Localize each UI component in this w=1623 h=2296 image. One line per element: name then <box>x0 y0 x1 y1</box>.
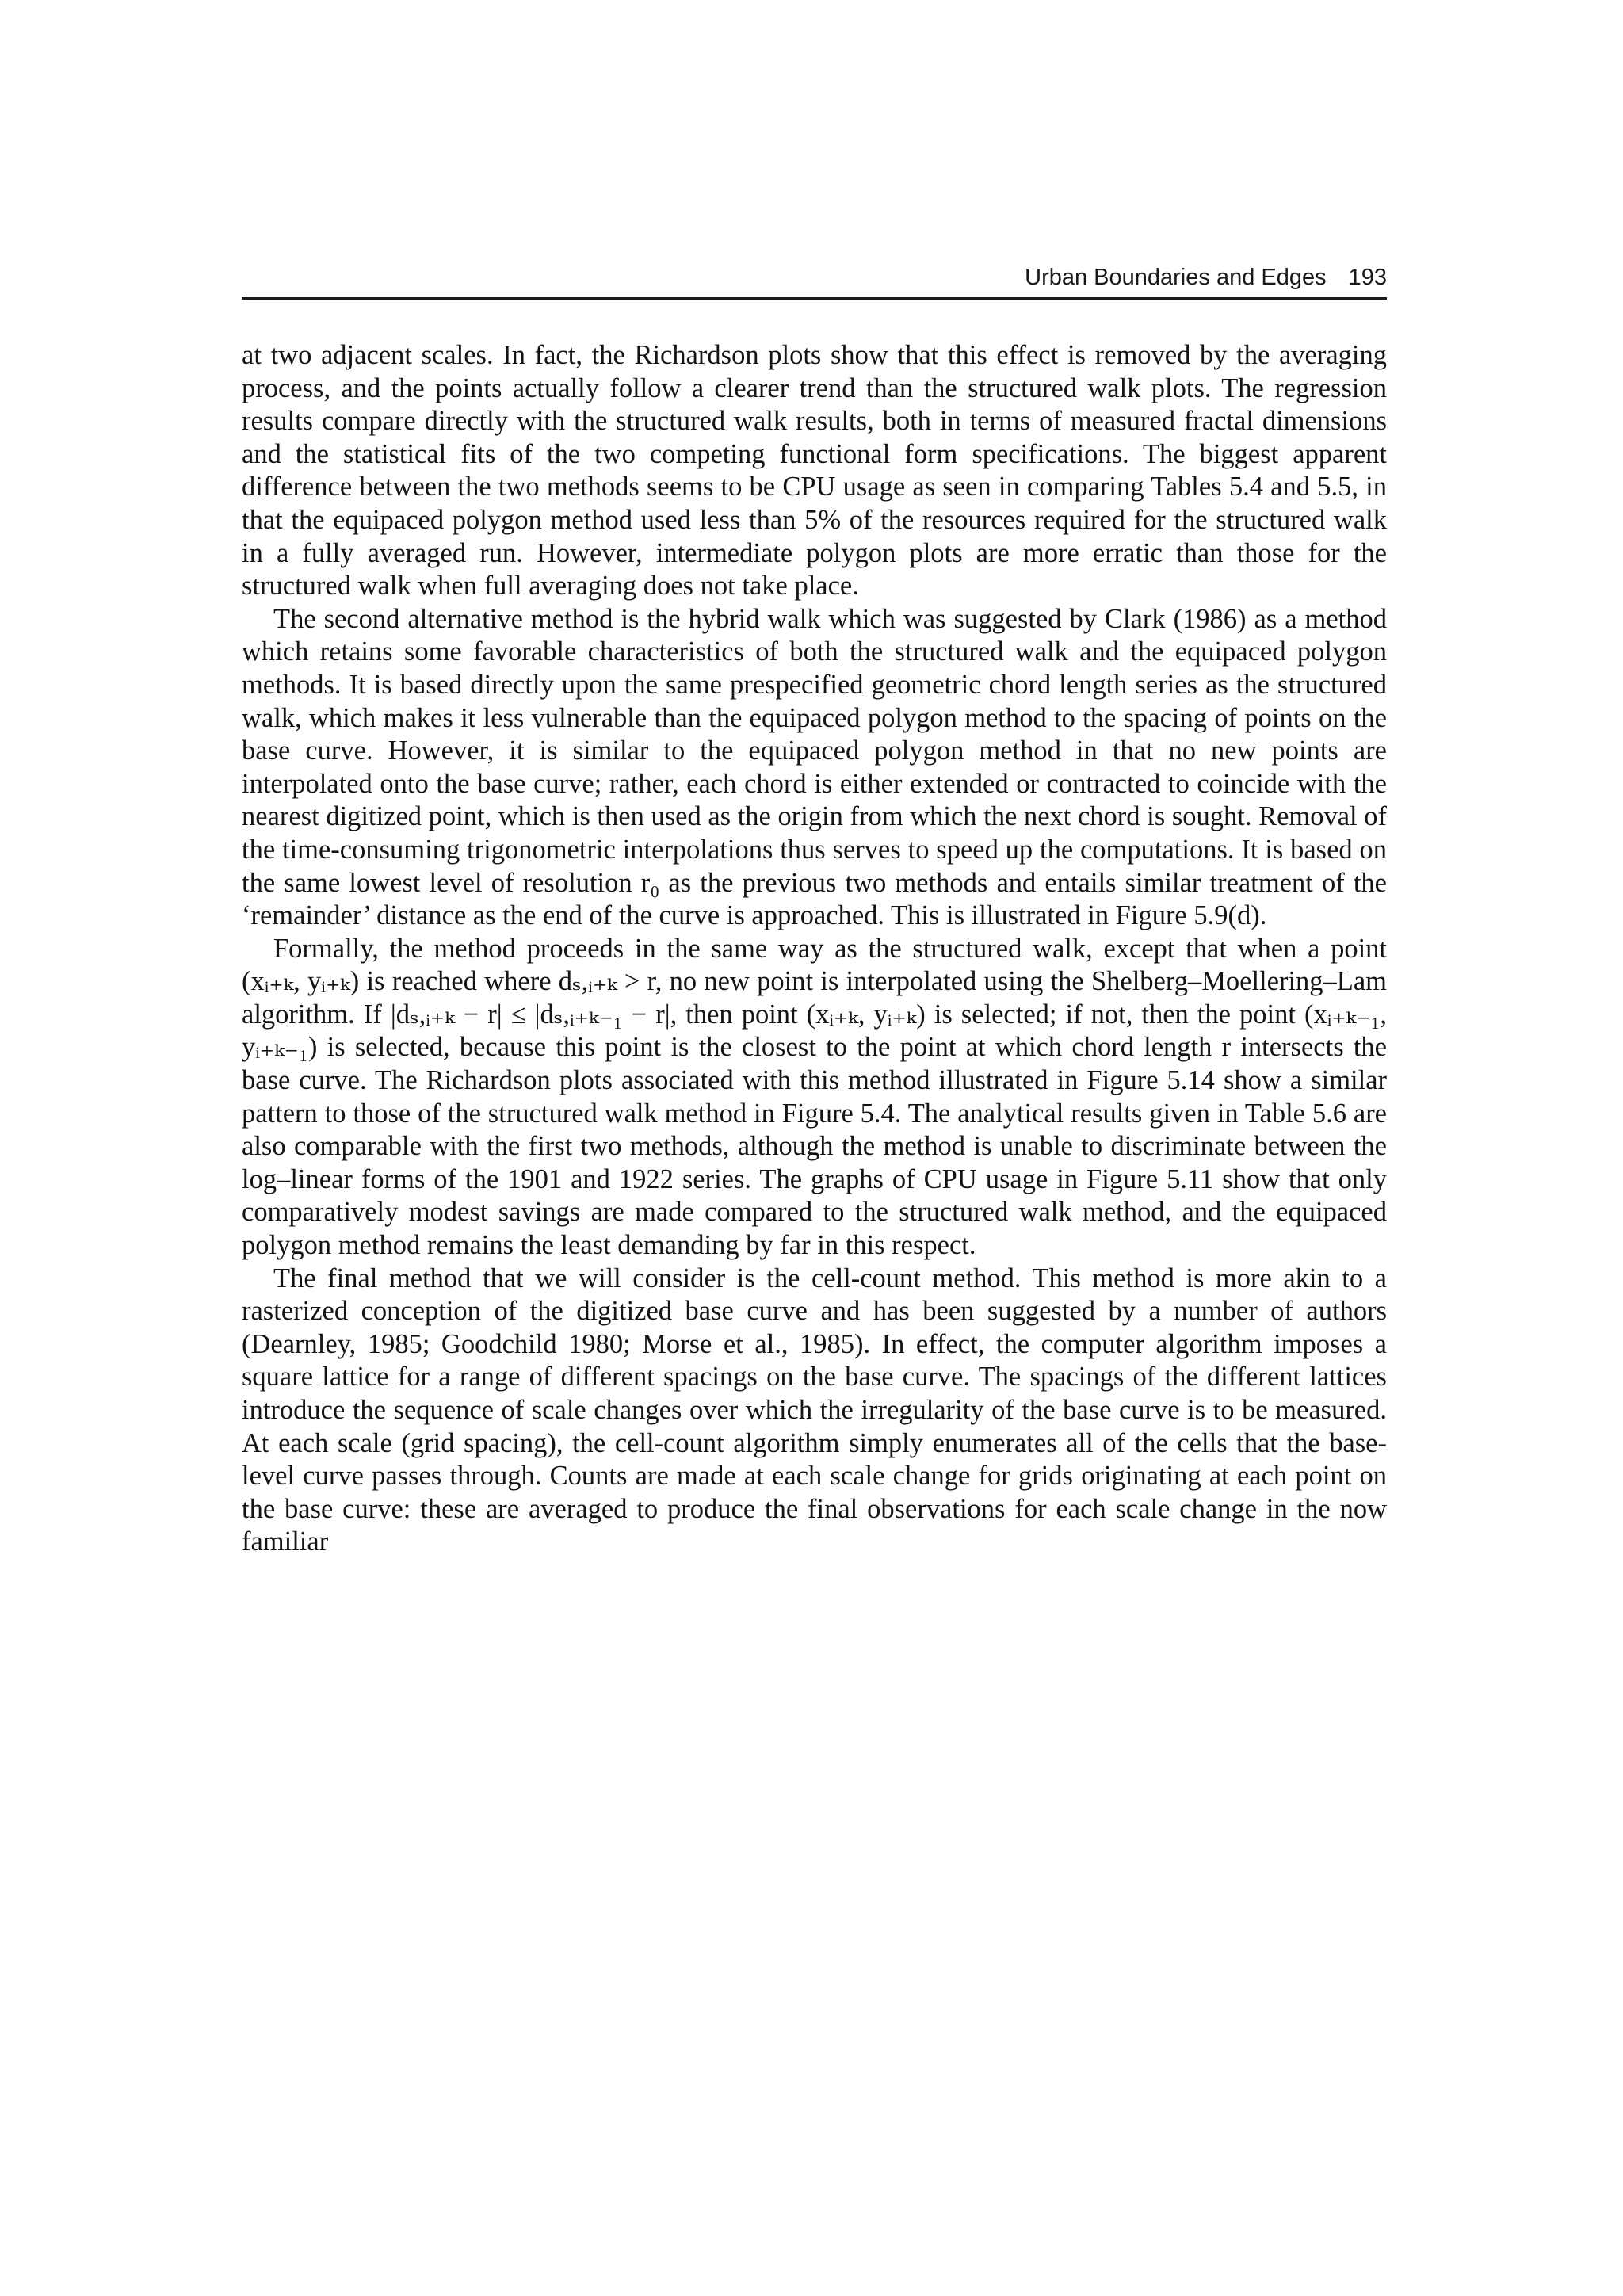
paragraph-3: Formally, the method proceeds in the same way as the structured walk, except that when a point (xᵢ₊ₖ, yᵢ₊ₖ) is reached where dₛ,ᵢ₊ₖ > r, no new point is interpolated using the Shelberg–Moellering–Lam algorithm. If |dₛ,ᵢ₊ₖ − r| ≤ |dₛ,ᵢ₊ₖ₋₁ − r|, then point (xᵢ₊ₖ, yᵢ₊ₖ) is selected; if not, then the point (xᵢ₊ₖ₋₁, yᵢ₊ₖ₋₁) is selected, because this point is the closest to the point at which chord length r intersects the base curve. The Richardson plots associated with this method illustrated in Figure 5.14 show a similar pattern to those of the structured walk method in Figure 5.4. The analytical results given in Table 5.6 are also comparable with the first two methods, although the method is unable to discriminate between the log–linear forms of the 1901 and 1922 series. The graphs of CPU usage in Figure 5.11 show that only comparatively modest savings are made compared to the structured walk method, and the equipaced polygon method remains the least demanding by far in this respect. <box>242 933 1387 1261</box>
paragraph-1: at two adjacent scales. In fact, the Richardson plots show that this effect is removed by the averaging process, and the points actually follow a clearer trend than the structured walk plots. The regression results compare directly with the structured walk results, both in terms of measured fractal dimensions and the statistical fits of the two competing functional form specifications. The biggest apparent difference between the two methods seems to be CPU usage as seen in comparing Tables 5.4 and 5.5, in that the equipaced polygon method used less than 5% of the resources required for the structured walk in a fully averaged run. However, intermediate polygon plots are more erratic than those for the structured walk when full averaging does not take place. <box>242 340 1387 602</box>
running-header <box>242 262 1387 300</box>
page-number: 193 <box>1348 265 1387 290</box>
paragraph-4: The final method that we will consider is the cell-count method. This method is more akin to a rasterized conception of the digitized base curve and has been suggested by a number of authors (Dearnley, 1985; Goodchild 1980; Morse et al., 1985). In effect, the computer algorithm imposes a square lattice for a range of different spacings on the base curve. The spacings of the different lattices introduce the sequence of scale changes over which the irregularity of the base curve is to be measured. At each scale (grid spacing), the cell-count algorithm simply enumerates all of the cells that the base-level curve passes through. Counts are made at each scale change for grids originating at each point on the base curve: these are averaged to produce the final observations for each scale change in the now familiar <box>242 1263 1387 1557</box>
running-header-title: Urban Boundaries and Edges <box>1025 265 1327 290</box>
body-text <box>242 339 1387 1559</box>
paragraph-2: The second alternative method is the hybrid walk which was suggested by Clark (1986) as a method which retains some favorable characteristics of both the structured walk and the equipaced polygon methods. It is based directly upon the same prespecified geometric chord length series as the structured walk, which makes it less vulnerable than the equipaced polygon method to the spacing of points on the base curve. However, it is similar to the equipaced polygon method in that no new points are interpolated onto the base curve; rather, each chord is either extended or contracted to coincide with the nearest digitized point, which is then used as the origin from which the next chord is sought. Removal of the time-consuming trigonometric interpolations thus serves to speed up the computations. It is based on the same lowest level of resolution r₀ as the previous two methods and entails similar treatment of the ‘remainder’ distance as the end of the curve is approached. This is illustrated in Figure 5.9(d). <box>242 603 1387 931</box>
